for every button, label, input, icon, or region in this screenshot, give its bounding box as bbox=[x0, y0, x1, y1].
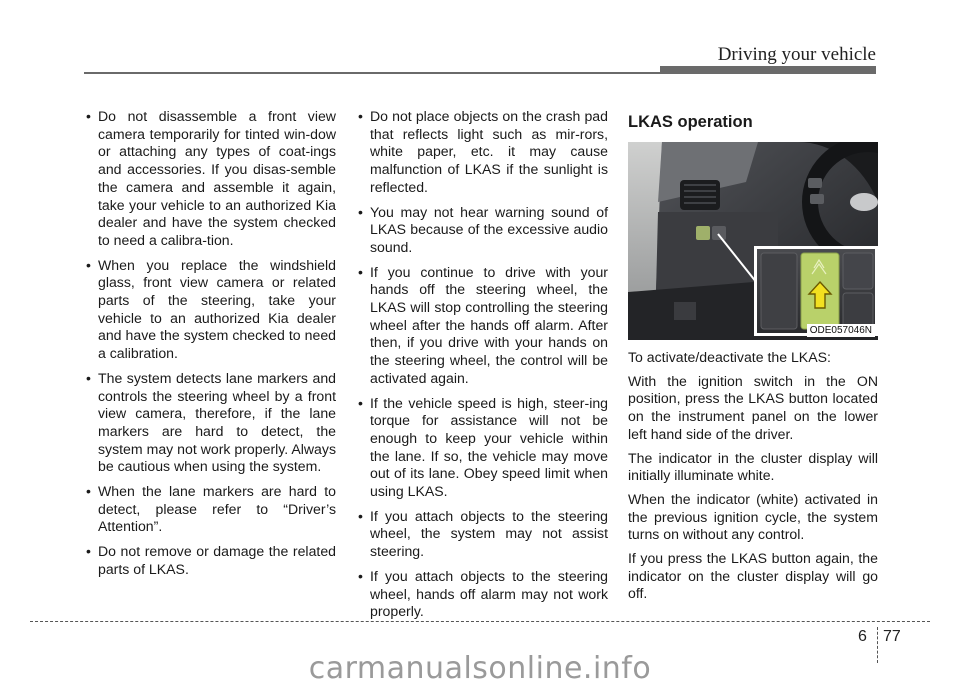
list-item: • Do not remove or damage the related parts of LKAS. bbox=[84, 543, 336, 578]
list-item: • Do not place objects on the crash pad that reflects light such as mir-rors, white paper, etc. it may cause malfunction of LKAS if the sunlight is reflected. bbox=[356, 108, 608, 197]
list-item: • When you replace the windshield glass, front view camera or related parts of the steering, take your vehicle to an authorized Kia dealer and have the system checked to need a calibration. bbox=[84, 257, 336, 363]
list-item: • If you attach objects to the steering wheel, the system may not assist steering. bbox=[356, 508, 608, 561]
watermark: carmanualsonline.info bbox=[308, 651, 652, 686]
bullet-list-2 bbox=[356, 108, 608, 621]
page-number: 77 bbox=[883, 628, 901, 645]
header-rule-accent bbox=[660, 66, 876, 73]
running-header: Driving your vehicle bbox=[717, 44, 876, 65]
paragraph: With the ignition switch in the ON position, press the LKAS button located on the instrument panel on the lower left hand side of the driver. bbox=[628, 372, 878, 442]
figure-code: ODE057046N bbox=[807, 324, 875, 337]
paragraph: When the indicator (white) activated in the previous ignition cycle, the system turns on without any control. bbox=[628, 490, 878, 543]
list-item: • If you attach objects to the steering wheel, hands off alarm may not work properly. bbox=[356, 568, 608, 621]
chapter-number: 6 bbox=[858, 628, 867, 645]
paragraph: If you press the LKAS button again, the indicator on the cluster display will go off. bbox=[628, 550, 878, 602]
list-item: • The system detects lane markers and controls the steering wheel by a front view camera, therefore, if the lane markers are hard to detect, the system may not work properly. Always be cautious when using the system. bbox=[84, 370, 336, 476]
column-3 bbox=[628, 108, 878, 609]
section-heading: LKAS operation bbox=[628, 113, 753, 131]
list-item: • When the lane markers are hard to detect, please refer to “Driver’s Attention”. bbox=[84, 483, 336, 536]
column-1 bbox=[84, 108, 336, 586]
dashboard-photo bbox=[628, 142, 878, 340]
footer-rule bbox=[30, 621, 930, 622]
list-item: • If you continue to drive with your hands off the steering wheel, the LKAS will stop controlling the steering wheel after the hands off alarm. After then, if you drive with your hands on the steering wheel, the control will be activated again. bbox=[356, 264, 608, 388]
list-item: • Do not disassemble a front view camera temporarily for tinted win-dow or attaching any types of coat-ings and accessories. If you disas-semble the camera and assemble it again, take your vehicle to an authorized Kia dealer and have the system checked to need a calibra-tion. bbox=[84, 108, 336, 250]
paragraph: The indicator in the cluster display will initially illuminate white. bbox=[628, 449, 878, 484]
list-item: • You may not hear warning sound of LKAS because of the excessive audio sound. bbox=[356, 204, 608, 257]
column-2 bbox=[356, 108, 608, 628]
bullet-list-1 bbox=[84, 108, 336, 579]
list-item: • If the vehicle speed is high, steer-ing torque for assistance will not be enough to keep your vehicle within the lane. If so, the vehicle may move out of its lane. Obey speed limit when using LKAS. bbox=[356, 395, 608, 501]
lkas-button-illustration bbox=[628, 142, 878, 340]
paragraph: To activate/deactivate the LKAS: bbox=[628, 349, 831, 365]
